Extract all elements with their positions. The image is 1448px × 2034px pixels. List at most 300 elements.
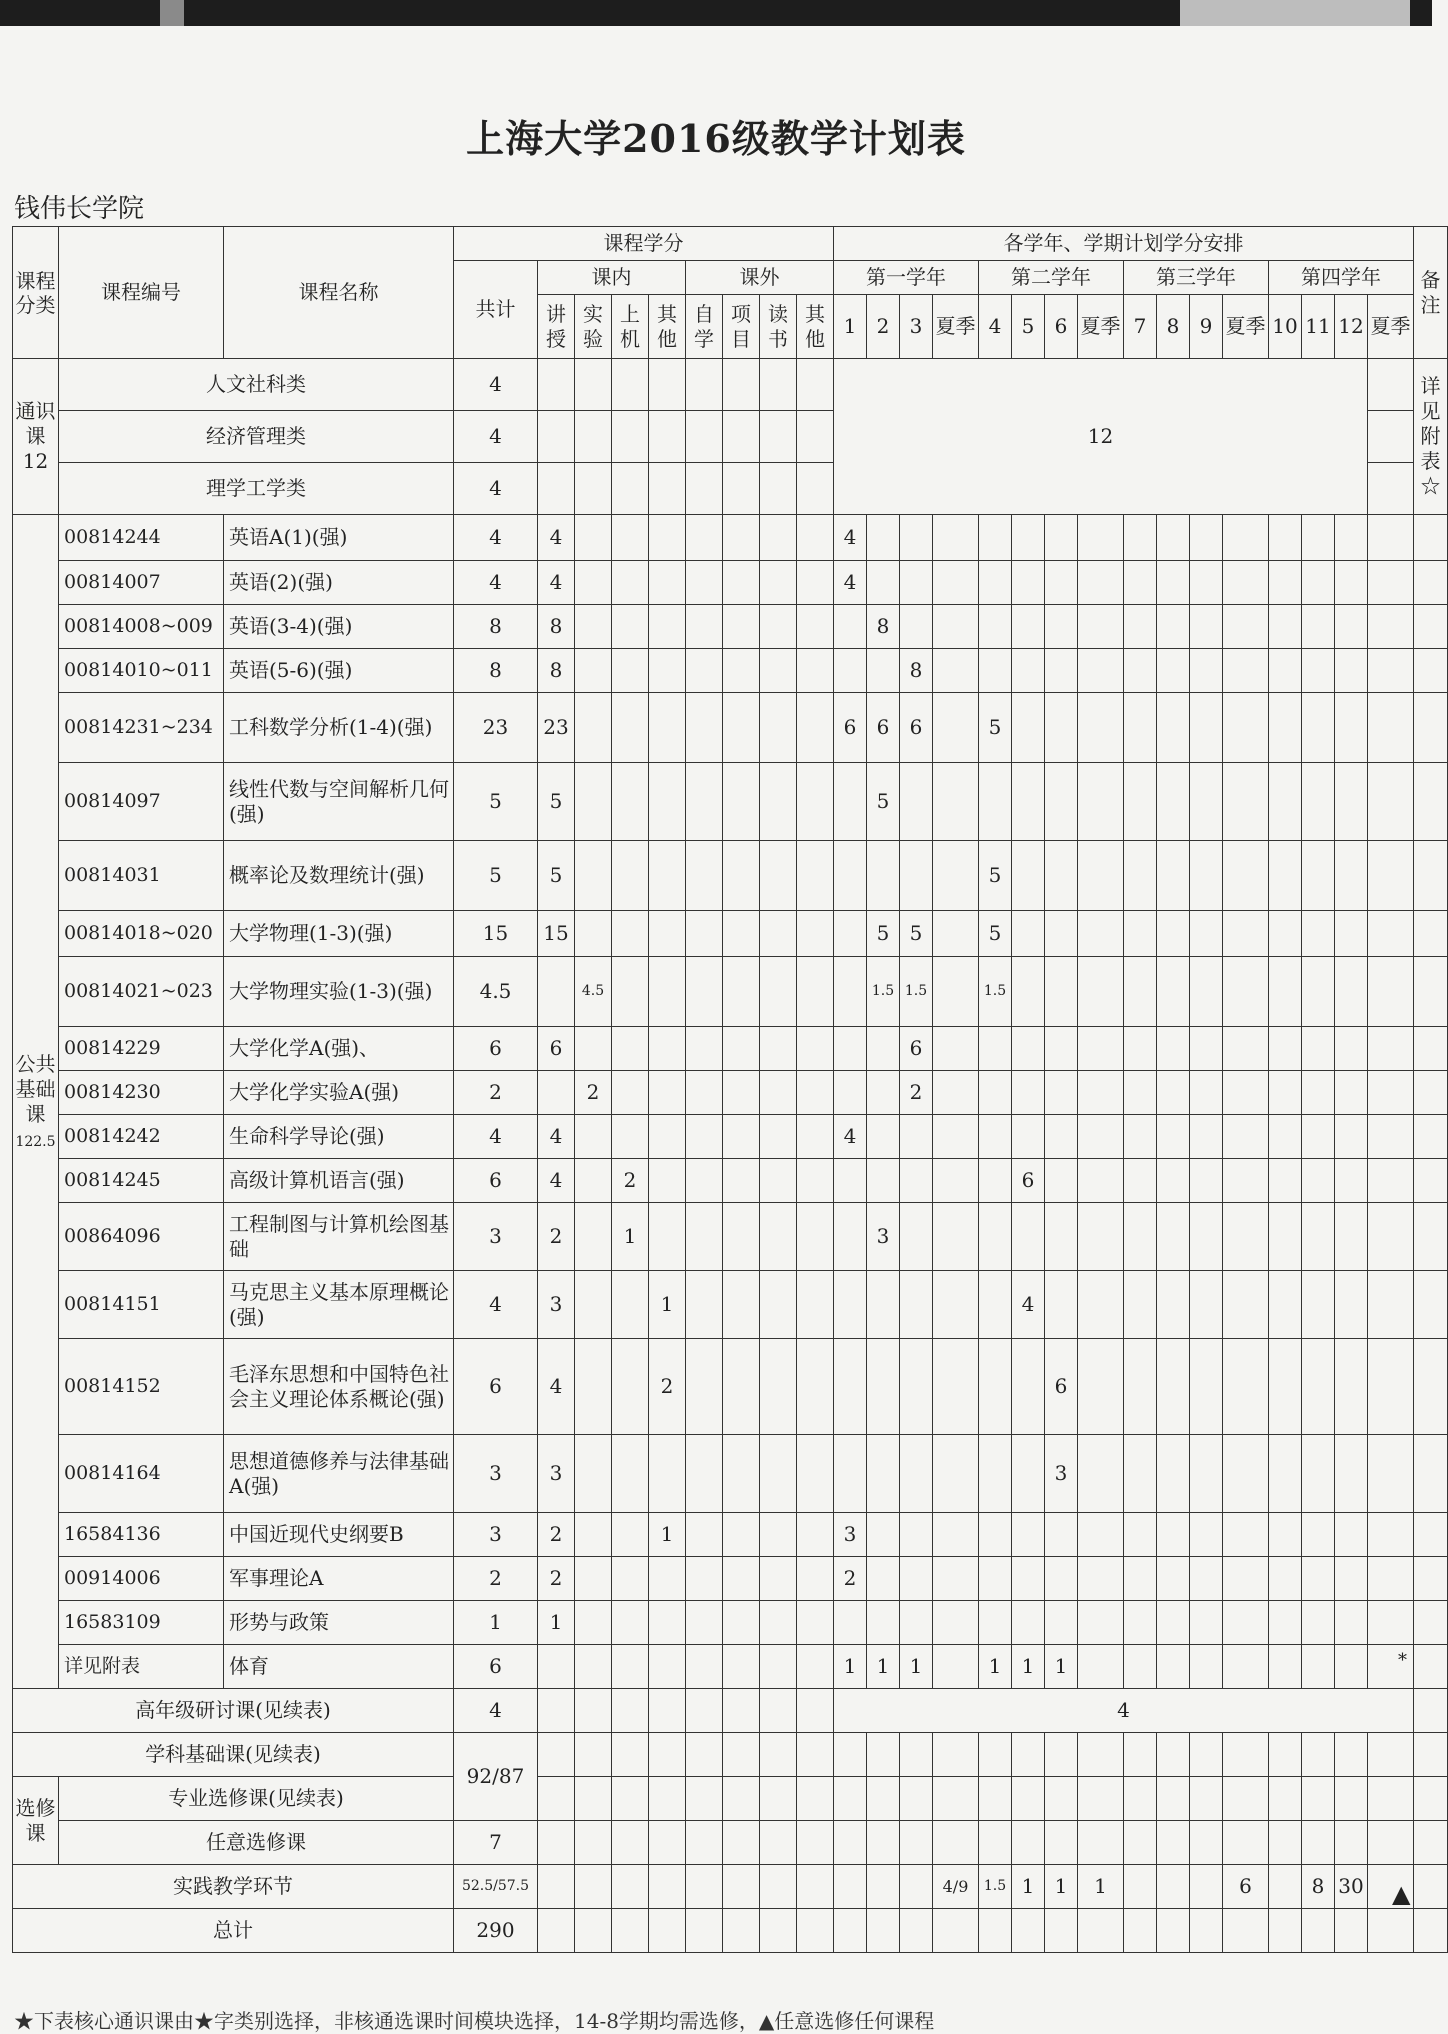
header-category: 课程分类 [13,227,59,359]
course-code: 00814010~011 [59,649,224,693]
term-1-credit [834,1159,867,1203]
discipline-total: 92/87 [454,1733,538,1821]
course-name: 工科数学分析(1-4)(强) [224,693,454,763]
general-row-name: 人文社科类 [59,359,454,411]
course-other [649,649,686,693]
term-6-credit [1045,1557,1078,1601]
term-3-credit [900,1557,933,1601]
term-2-credit [867,1027,900,1071]
term-2-credit: 5 [867,911,900,957]
term-6-credit [1045,1271,1078,1339]
header-lecture: 讲授 [538,295,575,359]
course-lecture: 2 [538,1513,575,1557]
term-2-credit: 1 [867,1645,900,1689]
term-4-credit [979,1601,1012,1645]
general-plan: 12 [834,359,1368,515]
course-other [649,957,686,1027]
seminar-total: 4 [454,1689,538,1733]
general-row-total: 4 [454,359,538,411]
term-3-credit [900,1513,933,1557]
course-experiment [575,1601,612,1645]
term-5-credit: 4 [1012,1271,1045,1339]
course-lecture: 8 [538,649,575,693]
course-lecture: 6 [538,1027,575,1071]
public-course-row [13,1203,1448,1271]
term-6-credit [1045,649,1078,693]
course-lecture: 5 [538,841,575,911]
course-computer [612,841,649,911]
course-experiment [575,1115,612,1159]
public-course-row [13,763,1448,841]
course-lecture [538,1071,575,1115]
course-experiment: 4.5 [575,957,612,1027]
course-other [649,763,686,841]
public-course-row [13,911,1448,957]
term-5-credit [1012,561,1045,605]
term-2-credit [867,1071,900,1115]
course-other [649,1071,686,1115]
course-lecture: 8 [538,605,575,649]
course-lecture: 2 [538,1557,575,1601]
discipline-name: 学科基础课(见续表) [13,1733,454,1777]
course-total: 23 [454,693,538,763]
term-1-credit: 6 [834,693,867,763]
public-course-row [13,693,1448,763]
header-plan: 各学年、学期计划学分安排 [834,227,1414,261]
course-code: 00814229 [59,1027,224,1071]
term-5: 5 [1012,295,1045,359]
course-total: 1 [454,1601,538,1645]
course-lecture: 3 [538,1435,575,1513]
term-1-credit [834,1203,867,1271]
term-2-credit: 8 [867,605,900,649]
course-code: 00814008~009 [59,605,224,649]
term-1-credit [834,763,867,841]
course-total: 4 [454,561,538,605]
term-4-credit [979,1159,1012,1203]
term-4: 4 [979,295,1012,359]
course-computer [612,1071,649,1115]
term-5-credit [1012,1071,1045,1115]
public-course-row [13,1601,1448,1645]
practice-name: 实践教学环节 [13,1865,454,1909]
term-12: 12 [1335,295,1368,359]
course-other [649,1645,686,1689]
term-5-credit: 1 [1012,1645,1045,1689]
header-credits: 课程学分 [454,227,834,261]
term-5-credit [1012,515,1045,561]
course-lecture: 3 [538,1271,575,1339]
header-other-in: 其他 [649,295,686,359]
course-lecture: 4 [538,1115,575,1159]
course-computer [612,1645,649,1689]
seminar-plan: 4 [834,1689,1414,1733]
header-remark: 备注 [1414,227,1448,359]
course-total: 3 [454,1203,538,1271]
course-total: 5 [454,841,538,911]
course-computer [612,605,649,649]
course-name: 英语(2)(强) [224,561,454,605]
header-computer: 上机 [612,295,649,359]
course-name: 军事理论A [224,1557,454,1601]
course-code: 00814021~023 [59,957,224,1027]
course-experiment [575,911,612,957]
term-7: 7 [1124,295,1157,359]
term-2-credit [867,1601,900,1645]
term-1-credit [834,605,867,649]
summer-2: 夏季 [1078,295,1124,359]
course-lecture: 23 [538,693,575,763]
term-3-credit [900,1601,933,1645]
course-name: 体育 [224,1645,454,1689]
course-other: 1 [649,1513,686,1557]
course-experiment [575,1027,612,1071]
term-6-credit [1045,1115,1078,1159]
course-computer [612,1339,649,1435]
term-4-credit [979,515,1012,561]
term-3-credit [900,1159,933,1203]
term-4-credit [979,1203,1012,1271]
course-name: 英语(3-4)(强) [224,605,454,649]
term-3-credit [900,1271,933,1339]
course-name: 生命科学导论(强) [224,1115,454,1159]
term-5-credit [1012,1435,1045,1513]
term-1-credit [834,841,867,911]
course-computer [612,911,649,957]
term-5-credit: 6 [1012,1159,1045,1203]
term-1-credit [834,911,867,957]
term-5-credit [1012,1203,1045,1271]
public-course-row [13,1557,1448,1601]
course-experiment [575,841,612,911]
course-code: 00814018~020 [59,911,224,957]
term-5-credit [1012,1115,1045,1159]
course-lecture: 15 [538,911,575,957]
scan-top-edge [0,0,1432,26]
term-1-credit [834,1071,867,1115]
term-1-credit [834,1027,867,1071]
header-outer: 课外 [686,261,834,295]
major-elective-name: 专业选修课(见续表) [59,1777,454,1821]
term-3-credit: 1 [900,1645,933,1689]
term-6: 6 [1045,295,1078,359]
course-computer [612,957,649,1027]
course-computer [612,1557,649,1601]
term-1-credit: 4 [834,1115,867,1159]
course-computer [612,1027,649,1071]
term-3-credit: 8 [900,649,933,693]
course-lecture [538,957,575,1027]
term-6-credit [1045,841,1078,911]
course-experiment [575,649,612,693]
general-category: 通识课12 [13,359,59,515]
course-code: 00814151 [59,1271,224,1339]
term-5-credit [1012,605,1045,649]
header-project: 项目 [723,295,760,359]
course-lecture: 4 [538,1159,575,1203]
course-total: 6 [454,1159,538,1203]
general-row-name: 理学工学类 [59,463,454,515]
term-3-credit [900,1339,933,1435]
course-total: 6 [454,1645,538,1689]
course-computer [612,649,649,693]
course-experiment [575,693,612,763]
term-5-credit [1012,957,1045,1027]
term-3-credit [900,841,933,911]
course-code: 00814007 [59,561,224,605]
course-total: 4 [454,1271,538,1339]
course-experiment [575,605,612,649]
free-elective-total: 7 [454,1821,538,1865]
term-3: 3 [900,295,933,359]
course-name: 概率论及数理统计(强) [224,841,454,911]
course-code: 16584136 [59,1513,224,1557]
course-experiment [575,1557,612,1601]
header-year4: 第四学年 [1269,261,1414,295]
course-name: 毛泽东思想和中国特色社会主义理论体系概论(强) [224,1339,454,1435]
term-2: 2 [867,295,900,359]
public-category-label: 公共基础课 [15,1051,56,1126]
term-4-credit [979,1115,1012,1159]
term-3-credit: 1.5 [900,957,933,1027]
term-8: 8 [1157,295,1190,359]
course-experiment [575,1339,612,1435]
course-other [649,1027,686,1071]
public-course-row [13,1645,1448,1689]
term-5-credit [1012,693,1045,763]
term-5-credit [1012,1513,1045,1557]
course-experiment [575,561,612,605]
course-total: 2 [454,1071,538,1115]
term-1: 1 [834,295,867,359]
course-computer [612,1435,649,1513]
course-computer [612,561,649,605]
term-4-credit [979,1513,1012,1557]
course-other [649,1115,686,1159]
general-row-name: 经济管理类 [59,411,454,463]
course-computer: 2 [612,1159,649,1203]
term-6-credit: 3 [1045,1435,1078,1513]
grand-total-name: 总计 [13,1909,454,1953]
practice-term-5: 1 [1012,1865,1045,1909]
college-name: 钱伟长学院 [14,194,145,224]
header-year1: 第一学年 [834,261,979,295]
course-code: 00914006 [59,1557,224,1601]
course-name: 大学物理实验(1-3)(强) [224,957,454,1027]
header-year2: 第二学年 [979,261,1124,295]
course-other [649,1203,686,1271]
course-experiment [575,1645,612,1689]
course-total: 8 [454,605,538,649]
course-total: 8 [454,649,538,693]
course-lecture: 5 [538,763,575,841]
course-name: 英语(5-6)(强) [224,649,454,693]
public-course-row [13,1271,1448,1339]
term-1-credit: 2 [834,1557,867,1601]
course-name: 大学物理(1-3)(强) [224,911,454,957]
term-5-credit [1012,1027,1045,1071]
term-6-credit [1045,1071,1078,1115]
term-1-credit [834,957,867,1027]
header-name: 课程名称 [224,227,454,359]
term-5-credit [1012,763,1045,841]
course-name: 工程制图与计算机绘图基础 [224,1203,454,1271]
term-4-credit [979,1271,1012,1339]
term-2-credit [867,1435,900,1513]
course-lecture: 2 [538,1203,575,1271]
term-3-credit: 6 [900,693,933,763]
header-reading: 读书 [760,295,797,359]
header-other-out: 其他 [797,295,834,359]
teaching-plan-table [12,226,1448,1953]
course-lecture: 4 [538,1339,575,1435]
term-3-credit [900,1115,933,1159]
course-other [649,1601,686,1645]
public-course-row [13,1435,1448,1513]
course-code: 00814231~234 [59,693,224,763]
term-6-credit: 6 [1045,1339,1078,1435]
public-course-row [13,1339,1448,1435]
practice-summer-1: 4/9 [933,1865,979,1909]
term-1-credit [834,1601,867,1645]
course-experiment [575,1159,612,1203]
course-lecture [538,1645,575,1689]
course-name: 形势与政策 [224,1601,454,1645]
free-elective-name: 任意选修课 [59,1821,454,1865]
term-11: 11 [1302,295,1335,359]
term-3-credit: 2 [900,1071,933,1115]
course-experiment [575,1513,612,1557]
public-category [13,515,59,1689]
course-total: 6 [454,1027,538,1071]
general-row-total: 4 [454,411,538,463]
term-1-credit: 3 [834,1513,867,1557]
course-other [649,605,686,649]
course-computer [612,1115,649,1159]
course-code: 00814230 [59,1071,224,1115]
course-other [649,515,686,561]
public-category-credits: 122.5 [15,1133,56,1150]
term-1-credit: 4 [834,561,867,605]
course-name: 线性代数与空间解析几何(强) [224,763,454,841]
course-lecture: 4 [538,561,575,605]
course-computer [612,1513,649,1557]
term-2-credit: 3 [867,1203,900,1271]
course-other [649,1159,686,1203]
footnote: ★下表核心通识课由★字类别选择，非核通选课时间模块选择，14-8学期均需选修，▲任意选修任何课程 [14,2009,935,2033]
public-course-row [13,957,1448,1027]
course-code: 00814152 [59,1339,224,1435]
course-computer [612,1601,649,1645]
term-4-credit [979,605,1012,649]
course-code: 00814242 [59,1115,224,1159]
summer-4: 夏季 [1368,295,1414,359]
course-total: 5 [454,763,538,841]
term-2-credit: 1.5 [867,957,900,1027]
term-4-credit [979,1027,1012,1071]
term-3-credit [900,1203,933,1271]
term-6-credit: 1 [1045,1645,1078,1689]
term-5-credit [1012,1339,1045,1435]
grand-total-value: 290 [454,1909,538,1953]
term-6-credit [1045,605,1078,649]
term-4-credit [979,763,1012,841]
practice-term-11: 8 [1302,1865,1335,1909]
public-course-row [13,561,1448,605]
term-3-credit: 5 [900,911,933,957]
term-4-credit: 1 [979,1645,1012,1689]
term-2-credit [867,1271,900,1339]
term-3-credit [900,605,933,649]
practice-summer-3: 6 [1223,1865,1269,1909]
term-2-credit: 6 [867,693,900,763]
page-title: 上海大学2016级教学计划表 [466,116,966,161]
term-1-credit: 1 [834,1645,867,1689]
seminar-name: 高年级研讨课(见续表) [13,1689,454,1733]
course-computer [612,693,649,763]
public-course-row [13,649,1448,693]
course-name: 大学化学A(强)、 [224,1027,454,1071]
term-3-credit [900,515,933,561]
course-total: 6 [454,1339,538,1435]
term-3-credit [900,763,933,841]
course-code: 00864096 [59,1203,224,1271]
term-1-credit [834,1435,867,1513]
margin-triangle-mark: ▲ [1392,1880,1411,1908]
term-5-credit [1012,1557,1045,1601]
practice-term-6: 1 [1045,1865,1078,1909]
term-6-credit [1045,911,1078,957]
course-experiment: 2 [575,1071,612,1115]
public-course-row [13,1027,1448,1071]
public-course-row [13,515,1448,561]
course-code: 00814031 [59,841,224,911]
course-other: 1 [649,1271,686,1339]
term-5-credit [1012,649,1045,693]
public-course-row [13,1071,1448,1115]
term-5-credit [1012,1601,1045,1645]
term-6-credit [1045,1203,1078,1271]
course-total: 2 [454,1557,538,1601]
term-6-credit [1045,957,1078,1027]
course-experiment [575,515,612,561]
course-total: 4 [454,515,538,561]
header-self-study: 自学 [686,295,723,359]
course-computer: 1 [612,1203,649,1271]
course-experiment [575,763,612,841]
course-code: 详见附表 [59,1645,224,1689]
term-4-credit: 1.5 [979,957,1012,1027]
term-4-credit: 5 [979,911,1012,957]
course-name: 高级计算机语言(强) [224,1159,454,1203]
course-other [649,841,686,911]
term-1-credit [834,1271,867,1339]
term-3-credit: 6 [900,1027,933,1071]
summer-1: 夏季 [933,295,979,359]
practice-term-4: 1.5 [979,1865,1012,1909]
term-2-credit [867,649,900,693]
course-name: 马克思主义基本原理概论(强) [224,1271,454,1339]
term-3-credit [900,561,933,605]
public-course-row [13,605,1448,649]
term-2-credit [867,515,900,561]
term-4-credit [979,1339,1012,1435]
course-other [649,1435,686,1513]
header-year3: 第三学年 [1124,261,1269,295]
term-6-credit [1045,1601,1078,1645]
public-course-row [13,1513,1448,1557]
term-2-credit [867,561,900,605]
